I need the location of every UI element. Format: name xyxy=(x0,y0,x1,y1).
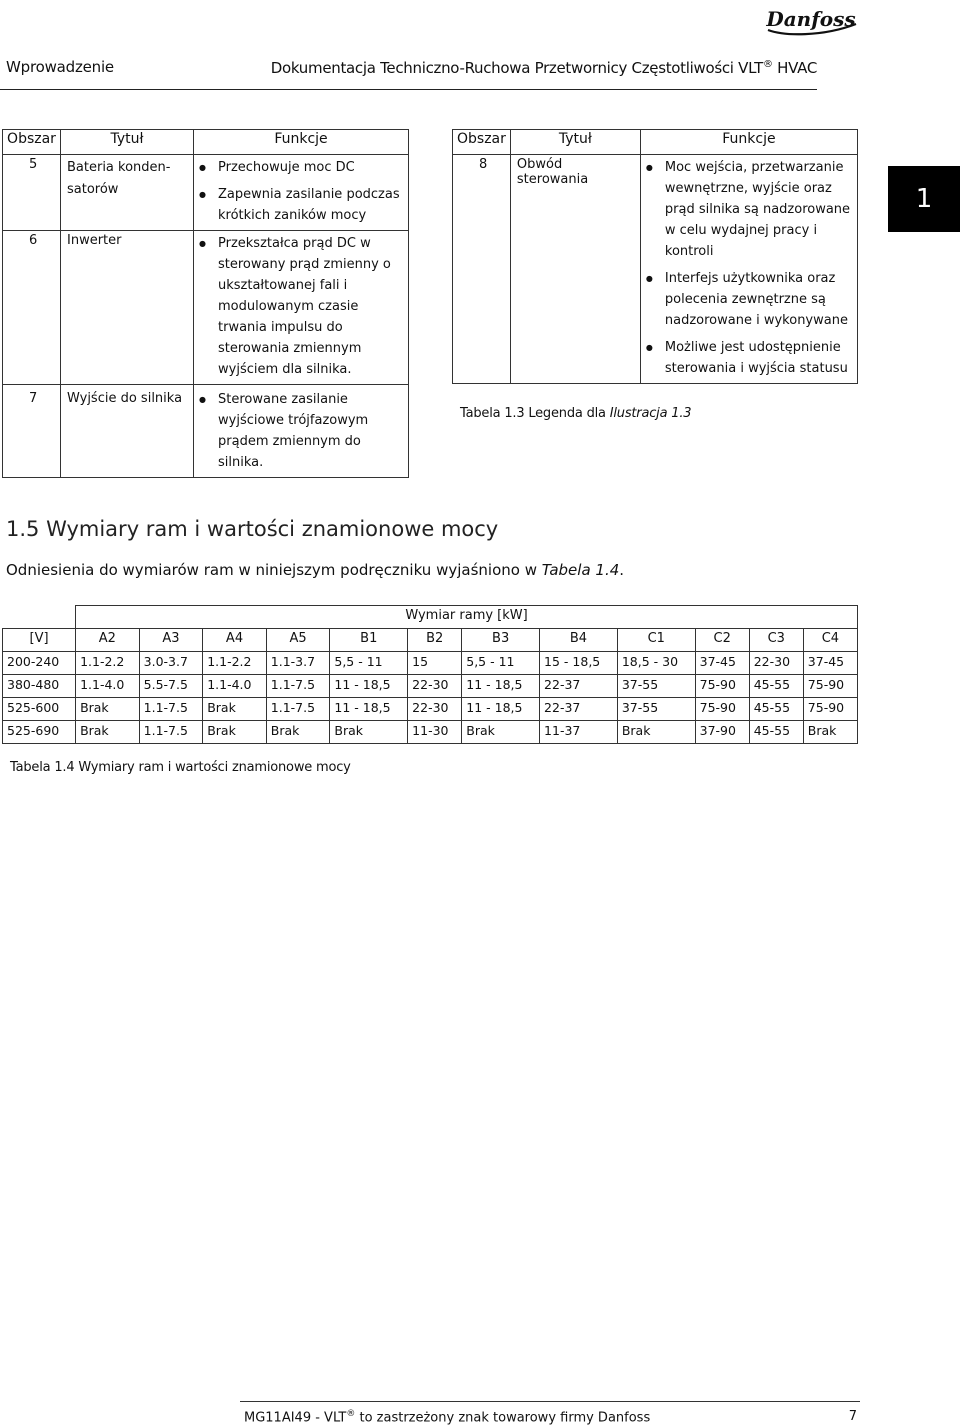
power-cell: Brak xyxy=(76,721,140,744)
col-header-title: Tytuł xyxy=(61,130,194,155)
power-cell: 11 - 18,5 xyxy=(330,675,408,698)
power-cell: 22-30 xyxy=(408,698,462,721)
frame-header: B4 xyxy=(540,629,618,652)
power-cell: 75-90 xyxy=(695,698,749,721)
power-cell: 15 xyxy=(408,652,462,675)
group-header-row xyxy=(3,606,858,629)
col-header-area: Obszar xyxy=(453,130,511,155)
power-cell: 22-30 xyxy=(749,652,803,675)
power-cell: Brak xyxy=(266,721,330,744)
power-cell: 45-55 xyxy=(749,698,803,721)
voltage-cell: 525-600 xyxy=(3,698,76,721)
area-functions xyxy=(194,155,409,231)
power-cell: 75-90 xyxy=(803,698,857,721)
power-cell: 18,5 - 30 xyxy=(617,652,695,675)
table-row xyxy=(3,231,409,385)
frame-header: B2 xyxy=(408,629,462,652)
power-cell: 37-45 xyxy=(695,652,749,675)
frame-header: C4 xyxy=(803,629,857,652)
power-cell: 45-55 xyxy=(749,721,803,744)
col-header-title: Tytuł xyxy=(510,130,640,155)
power-cell: Brak xyxy=(203,698,267,721)
function-item: ● Przekształca prąd DC w sterowany prąd zmienny o ukształtowanej fali i modulowanym czasie trwania impulsu do sterowania zmiennym wyjściem dla silnika. xyxy=(194,233,404,380)
section-paragraph: Odniesienia do wymiarów ram w niniejszym podręczniku wyjaśniono w Tabela 1.4. xyxy=(6,561,625,579)
header-document-title: Dokumentacja Techniczno-Ruchowa Przetwornicy Częstotliwości VLT® HVAC xyxy=(270,59,817,77)
power-cell: Brak xyxy=(76,698,140,721)
area-title: Inwerter xyxy=(61,231,194,385)
table-row xyxy=(3,698,858,721)
power-cell: 11 - 18,5 xyxy=(330,698,408,721)
voltage-cell: 380-480 xyxy=(3,675,76,698)
power-cell: 3.0-3.7 xyxy=(139,652,203,675)
power-cell: 45-55 xyxy=(749,675,803,698)
area-functions xyxy=(194,385,409,478)
power-cell: 1.1-7.5 xyxy=(266,698,330,721)
footer-text: MG11AI49 - VLT® to zastrzeżony znak towarowy firmy Danfoss xyxy=(244,1409,651,1425)
power-cell: 1.1-2.2 xyxy=(76,652,140,675)
page-number: 7 xyxy=(848,1409,857,1424)
power-cell: 1.1-7.5 xyxy=(266,675,330,698)
power-cell: Brak xyxy=(462,721,540,744)
power-cell: Brak xyxy=(617,721,695,744)
power-cell: 1.1-2.2 xyxy=(203,652,267,675)
power-cell: 22-37 xyxy=(540,698,618,721)
function-item: ● Interfejs użytkownika oraz polecenia zewnętrzne są nadzorowane i wykonywane xyxy=(641,268,853,331)
power-cell: 37-90 xyxy=(695,721,749,744)
function-item: ● Przechowuje moc DC xyxy=(194,157,404,178)
table-row xyxy=(453,155,858,384)
table-caption: Tabela 1.4 Wymiary ram i wartości znamionowe mocy xyxy=(10,760,351,775)
power-cell: 22-30 xyxy=(408,675,462,698)
power-cell: 1.1-4.0 xyxy=(203,675,267,698)
voltage-header: [V] xyxy=(3,629,76,652)
power-cell: 1.1-7.5 xyxy=(139,721,203,744)
col-header-functions: Funkcje xyxy=(194,130,409,155)
svg-text:Danfoss: Danfoss xyxy=(766,7,856,31)
table-header-row xyxy=(3,130,409,155)
frame-header: B1 xyxy=(330,629,408,652)
frame-size-table xyxy=(2,605,858,744)
area-functions xyxy=(194,231,409,385)
frame-header: A2 xyxy=(76,629,140,652)
power-cell: 5,5 - 11 xyxy=(462,652,540,675)
power-cell: 1.1-4.0 xyxy=(76,675,140,698)
danfoss-logo xyxy=(762,4,860,38)
power-cell: 75-90 xyxy=(803,675,857,698)
function-item: ● Możliwe jest udostępnienie sterowania i wyjścia statusu xyxy=(641,337,853,379)
power-cell: 11 - 18,5 xyxy=(462,675,540,698)
power-cell: 37-55 xyxy=(617,675,695,698)
power-cell: 22-37 xyxy=(540,675,618,698)
power-cell: Brak xyxy=(203,721,267,744)
legend-table-left xyxy=(2,129,409,478)
area-title: Obwód sterowania xyxy=(510,155,640,384)
power-cell: Brak xyxy=(330,721,408,744)
table-reference: Tabela 1.4 xyxy=(541,561,620,579)
header-rule xyxy=(0,89,817,90)
frame-header: C3 xyxy=(749,629,803,652)
blank-cell xyxy=(3,606,76,629)
power-cell: 11-37 xyxy=(540,721,618,744)
column-header-row xyxy=(3,629,858,652)
power-cell: 5.5-7.5 xyxy=(139,675,203,698)
power-cell: Brak xyxy=(803,721,857,744)
voltage-cell: 525-690 xyxy=(3,721,76,744)
power-cell: 37-55 xyxy=(617,698,695,721)
area-number: 6 xyxy=(3,231,61,385)
power-cell: 11 - 18,5 xyxy=(462,698,540,721)
frame-header: A5 xyxy=(266,629,330,652)
table-caption: Tabela 1.3 Legenda dla Ilustracja 1.3 xyxy=(460,406,692,421)
frame-header: B3 xyxy=(462,629,540,652)
frame-header: C1 xyxy=(617,629,695,652)
section-heading: 1.5 Wymiary ram i wartości znamionowe mocy xyxy=(6,517,499,541)
area-number: 7 xyxy=(3,385,61,478)
voltage-cell: 200-240 xyxy=(3,652,76,675)
legend-table-right xyxy=(452,129,858,384)
power-cell: 37-45 xyxy=(803,652,857,675)
chapter-tab: 1 xyxy=(888,166,960,232)
col-header-area: Obszar xyxy=(3,130,61,155)
power-cell: 1.1-7.5 xyxy=(139,698,203,721)
frame-header: A4 xyxy=(203,629,267,652)
group-header: Wymiar ramy [kW] xyxy=(76,606,858,629)
table-row xyxy=(3,675,858,698)
col-header-functions: Funkcje xyxy=(640,130,857,155)
area-number: 5 xyxy=(3,155,61,231)
table-row xyxy=(3,721,858,744)
frame-header: C2 xyxy=(695,629,749,652)
table-header-row xyxy=(453,130,858,155)
area-title: Bateria konden- satorów xyxy=(61,155,194,231)
area-title: Wyjście do silnika xyxy=(61,385,194,478)
function-item: ● Moc wejścia, przetwarzanie wewnętrzne, wyjście oraz prąd silnika są nadzorowane w celu wydajnej pracy i kontroli xyxy=(641,157,853,262)
figure-reference: Ilustracja 1.3 xyxy=(609,406,692,421)
power-cell: 11-30 xyxy=(408,721,462,744)
power-cell: 5,5 - 11 xyxy=(330,652,408,675)
area-functions xyxy=(640,155,857,384)
function-item: ● Sterowane zasilanie wyjściowe trójfazowym prądem zmiennym do silnika. xyxy=(194,389,404,473)
power-cell: 1.1-3.7 xyxy=(266,652,330,675)
footer-rule xyxy=(240,1401,860,1402)
frame-header: A3 xyxy=(139,629,203,652)
table-row xyxy=(3,385,409,478)
header-section-title: Wprowadzenie xyxy=(6,58,114,76)
power-cell: 15 - 18,5 xyxy=(540,652,618,675)
table-row xyxy=(3,652,858,675)
power-cell: 75-90 xyxy=(695,675,749,698)
function-item: ● Zapewnia zasilanie podczas krótkich zaników mocy xyxy=(194,184,404,226)
table-row xyxy=(3,155,409,231)
area-number: 8 xyxy=(453,155,511,384)
